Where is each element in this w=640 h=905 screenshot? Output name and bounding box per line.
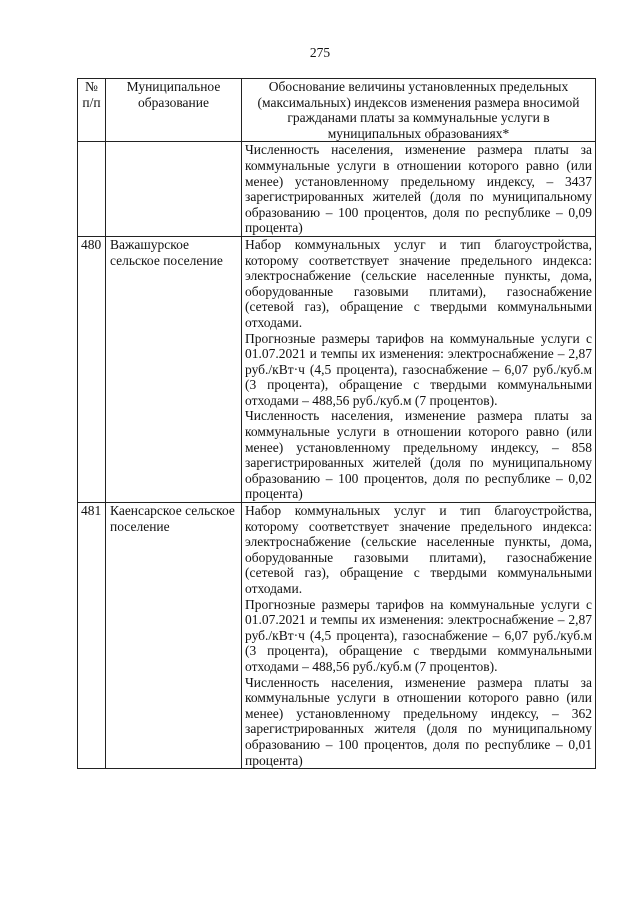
justification-paragraph: Прогнозные размеры тарифов на коммунальные услуги с 01.07.2021 и темпы их изменения: электроснабжение – 2,87 руб./кВт·ч (4,5 процента), газоснабжение – 6,07 руб./куб.м (3 процента), обращение с твердыми коммунальными отходами – 488,56 руб./куб.м (7 процентов). (245, 596, 592, 674)
header-num: № п/п (78, 79, 106, 142)
header-justification: Обоснование величины установленных предельных (максимальных) индексов изменения размера вносимой гражданами платы за коммунальные услуги в муниципальных образованиях* (242, 79, 596, 142)
row-municipality: Важашурское сельское поселение (106, 236, 242, 502)
table-header-row (78, 79, 596, 142)
justification-paragraph: Набор коммунальных услуг и тип благоустройства, которому соответствует значение предельного индекса: электроснабжение (сельские населенные пункты, дома, оборудованные газовыми плитами), газоснабжение (сетевой газ), обращение с твердыми коммунальными отходами. (245, 236, 592, 330)
row-justification (242, 142, 596, 237)
row-num (78, 142, 106, 237)
header-municipality: Муниципальное образование (106, 79, 242, 142)
justification-paragraph: Численность населения, изменение размера платы за коммунальные услуги в отношении которого равно (или менее) установленному предельному индексу, – 858 зарегистрированных жителей (доля по муниципальному образованию – 100 процентов, доля по республике – 0,02 процента) (245, 408, 592, 502)
row-municipality: Каенсарское сельское поселение (106, 503, 242, 769)
row-num: 480 (78, 236, 106, 502)
row-num: 481 (78, 503, 106, 769)
row-municipality (106, 142, 242, 237)
table-row-continuation (78, 142, 596, 237)
justification-paragraph: Прогнозные размеры тарифов на коммунальные услуги с 01.07.2021 и темпы их изменения: электроснабжение – 2,87 руб./кВт·ч (4,5 процента), газоснабжение – 6,07 руб./куб.м (3 процента), обращение с твердыми коммунальными отходами – 488,56 руб./куб.м (7 процентов). (245, 330, 592, 408)
page-number: 275 (309, 45, 331, 60)
justification-paragraph: Численность населения, изменение размера платы за коммунальные услуги в отношении которого равно (или менее) установленному предельному индексу, – 3437 зарегистрированных жителей (доля по муниципальному образованию – 100 процентов, доля по республике – 0,09 процента) (245, 142, 592, 236)
row-justification (242, 503, 596, 769)
justification-paragraph: Набор коммунальных услуг и тип благоустройства, которому соответствует значение предельного индекса: электроснабжение (сельские населенные пункты, дома, оборудованные газовыми плитами), газоснабжение (сетевой газ), обращение с твердыми коммунальными отходами. (245, 503, 592, 596)
table-row-480 (78, 236, 596, 502)
table-row-481 (78, 503, 596, 769)
row-justification (242, 236, 596, 502)
justification-paragraph: Численность населения, изменение размера платы за коммунальные услуги в отношении которого равно (или менее) установленному предельному индексу, – 362 зарегистрированных жителя (доля по муниципальному образованию – 100 процентов, доля по республике – 0,01 процента) (245, 674, 592, 768)
tariff-index-table (77, 78, 596, 769)
